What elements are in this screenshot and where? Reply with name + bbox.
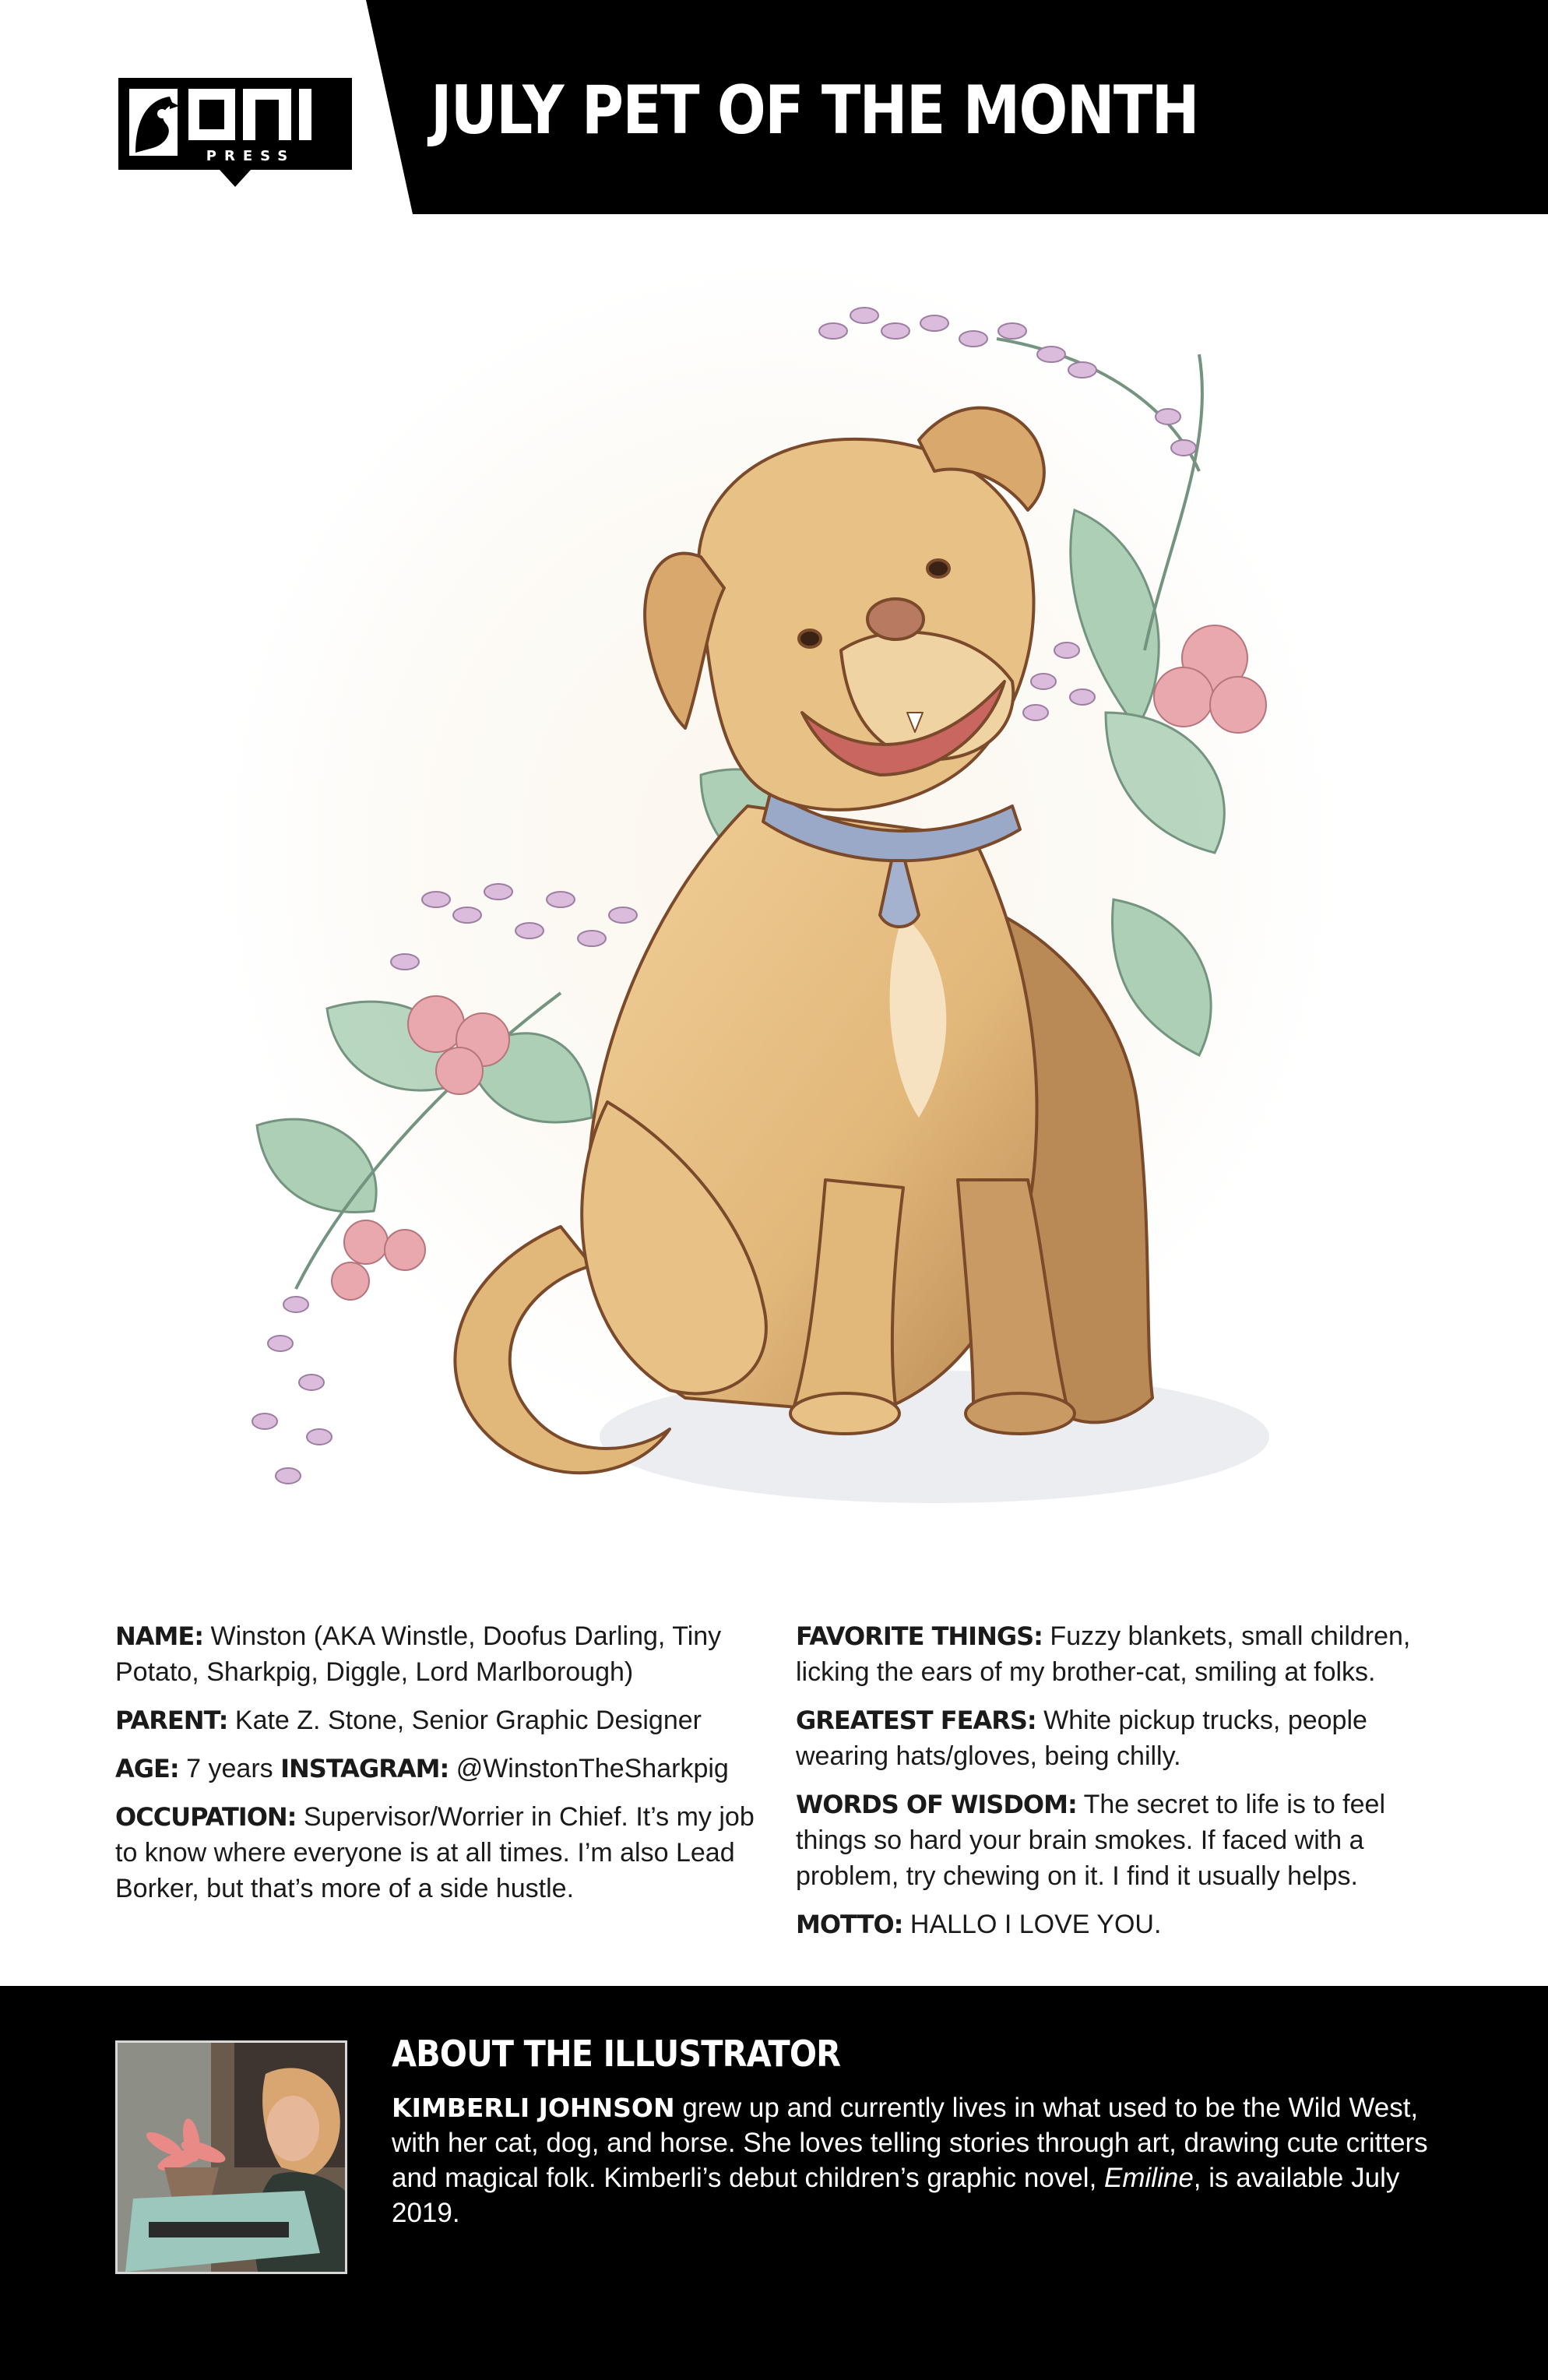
fact-value: The secret to life is to feel things so hard your brain smokes. If faced with a problem, try chewing on it. I find it usually helps. (796, 1790, 1385, 1891)
about-body-end: , is available July 2019. (392, 2163, 1400, 2228)
fact-age-instagram (115, 1751, 769, 1787)
about-text (392, 2090, 1466, 2230)
fact-greatest-fears (796, 1702, 1450, 1774)
fact-favorite-things (796, 1618, 1450, 1690)
oni-press-logo (118, 78, 352, 170)
fact-occupation (115, 1799, 769, 1906)
fact-label: WORDS OF WISDOM: (796, 1790, 1077, 1819)
fact-value: 7 years (186, 1754, 273, 1783)
fact-label: PARENT: (115, 1706, 228, 1735)
illustrator-name: KIMBERLI JOHNSON (392, 2093, 675, 2123)
dog-illustration (0, 214, 1548, 1585)
about-body: grew up and currently lives in what used to be the Wild West, with her cat, dog, and horse. She loves telling stories through art, drawing cute critters and magical folk. Kimberli’s debut children’s graphic novel, (392, 2093, 1428, 2193)
book-title: Emiline (1104, 2163, 1194, 2193)
instagram-handle: @WinstonTheSharkpig (456, 1754, 729, 1783)
fact-value: HALLO I LOVE YOU. (909, 1910, 1162, 1939)
logo-press-text: PRESS (206, 148, 296, 164)
fact-label: GREATEST FEARS: (796, 1706, 1036, 1735)
fact-value: Winston (AKA Winstle, Doofus Darling, Tiny Potato, Sharkpig, Diggle, Lord Marlborough) (115, 1621, 722, 1687)
fact-label: NAME: (115, 1621, 204, 1651)
fact-value: Supervisor/Worrier in Chief. It’s my job to know where everyone is at all times. I’m also Lead Borker, but that’s more of a side hustle. (115, 1802, 755, 1903)
fact-name (115, 1618, 769, 1690)
fact-words-of-wisdom (796, 1787, 1450, 1894)
fact-value: Fuzzy blankets, small children, licking the ears of my brother-cat, smiling at folks. (796, 1621, 1411, 1687)
fact-label: MOTTO: (796, 1910, 903, 1939)
fact-label: AGE: (115, 1754, 179, 1783)
page-title: JULY PET OF THE MONTH (431, 72, 1198, 150)
fact-label: OCCUPATION: (115, 1802, 297, 1832)
pet-info-right (796, 1618, 1450, 1955)
fact-value: Kate Z. Stone, Senior Graphic Designer (234, 1706, 702, 1735)
fact-label: FAVORITE THINGS: (796, 1621, 1043, 1651)
fact-motto (796, 1906, 1450, 1942)
illustrator-photo (115, 2040, 347, 2274)
fact-label-instagram: INSTAGRAM: (280, 1754, 449, 1783)
fact-parent (115, 1702, 769, 1738)
fact-value: White pickup trucks, people wearing hats/gloves, being chilly. (796, 1706, 1367, 1771)
about-heading: ABOUT THE ILLUSTRATOR (392, 2033, 841, 2075)
pet-info-left (115, 1618, 769, 1919)
